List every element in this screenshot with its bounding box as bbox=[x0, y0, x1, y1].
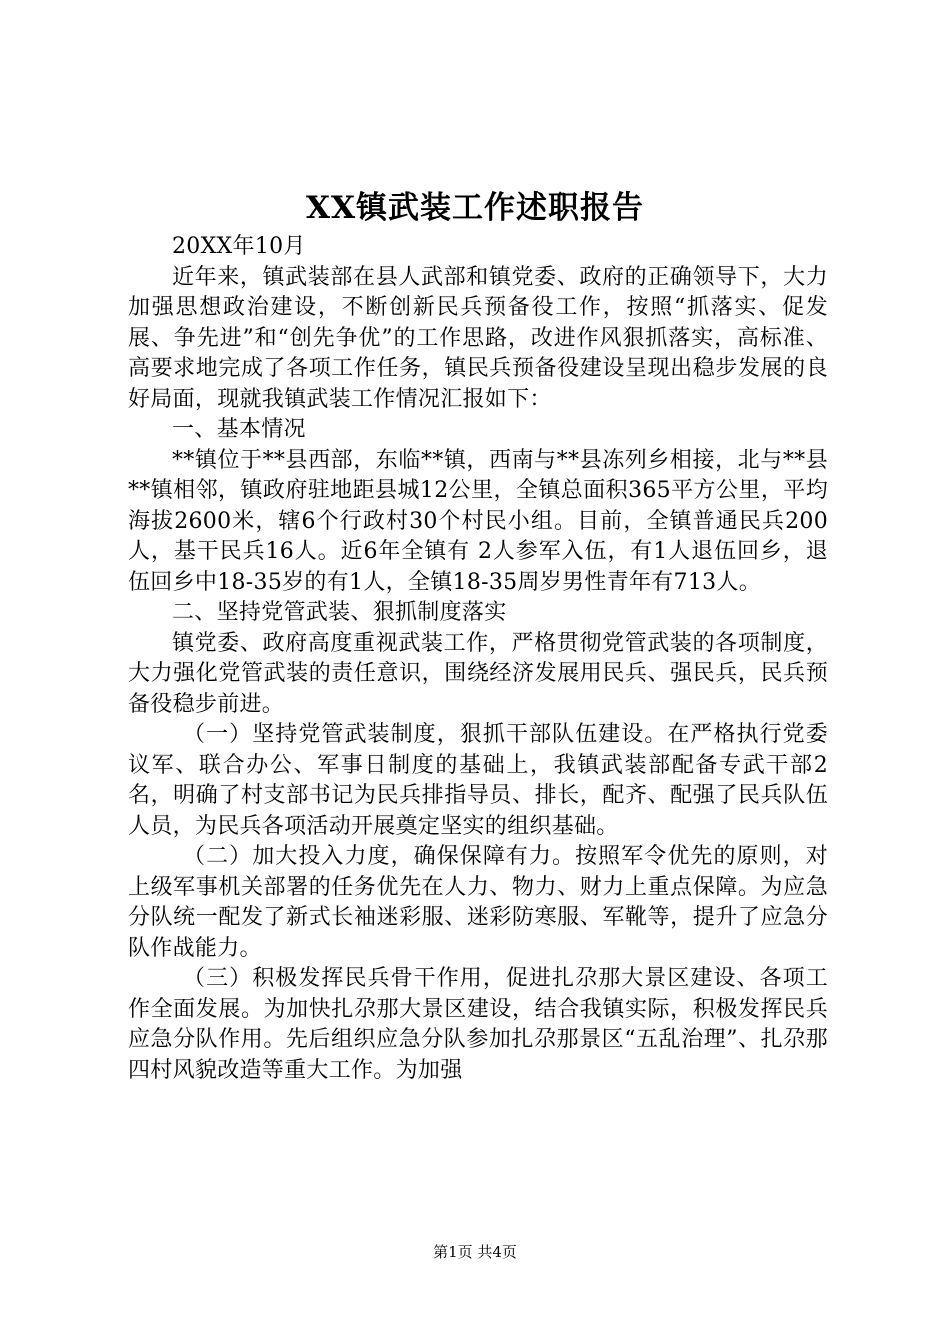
paragraph-subsection-2: （二）加大投入力度，确保保障有力。按照军令优先的原则，对上级军事机关部署的任务优先在人力、物力、财力上重点保障。为应急分队统一配发了新式长袖迷彩服、迷彩防寒服、军靴等，提升了应急分队作战能力。 bbox=[128, 844, 828, 961]
paragraph-subsection-3: （三）积极发挥民兵骨干作用，促进扎尕那大景区建设、各项工作全面发展。为加快扎尕那大景区建设，结合我镇实际，积极发挥民兵应急分队作用。先后组织应急分队参加扎尕那景区“五乱治理”、扎尕那四村风貌改造等重大工作。为加强 bbox=[128, 966, 828, 1083]
paragraph-intro: 近年来，镇武装部在县人武部和镇党委、政府的正确领导下，大力加强思想政治建设，不断创新民兵预备役工作，按照“抓落实、促发展、争先进”和“创先争优”的工作思路，改进作风狠抓落实，高标准、高要求地完成了各项工作任务，镇民兵预备役建设呈现出稳步发展的良好局面，现就我镇武装工作情况汇报如下： bbox=[128, 264, 828, 412]
paragraph-subsection-1: （一）坚持党管武装制度，狠抓干部队伍建设。在严格执行党委议军、联合办公、军事日制度的基础上，我镇武装部配备专武干部2名，明确了村支部书记为民兵排指导员、排长，配齐、配强了民兵队伍人员，为民兵各项活动开展奠定坚实的组织基础。 bbox=[128, 722, 828, 839]
paragraph-basic-info: **镇位于**县西部，东临**镇，西南与**县冻列乡相接，北与**县**镇相邻，镇政府驻地距县城12公里，全镇总面积365平方公里，平均海拔2600米，辖6个行政村30个村民小组。目前，全镇普通民兵200人，基干民兵16人。近6年全镇有 2人参军入伍，有1人退伍回乡，退伍回乡中18-35岁的有1人，全镇18-35周岁男性青年有713人。 bbox=[128, 447, 828, 595]
section-heading-basic-info: 一、基本情况 bbox=[172, 417, 306, 442]
document-title: XX镇武装工作述职报告 bbox=[305, 190, 645, 226]
paragraph-party-management: 镇党委、政府高度重视武装工作，严格贯彻党管武装的各项制度，大力强化党管武装的责任意识，围绕经济发展用民兵、强民兵，民兵预备役稳步前进。 bbox=[128, 630, 828, 717]
section-heading-party-management: 二、坚持党管武装、狠抓制度落实 bbox=[172, 600, 507, 625]
document-body bbox=[128, 232, 828, 1086]
document-date: 20XX年10月 bbox=[172, 234, 306, 259]
page-footer: 第1页 共4页 bbox=[433, 1243, 517, 1261]
